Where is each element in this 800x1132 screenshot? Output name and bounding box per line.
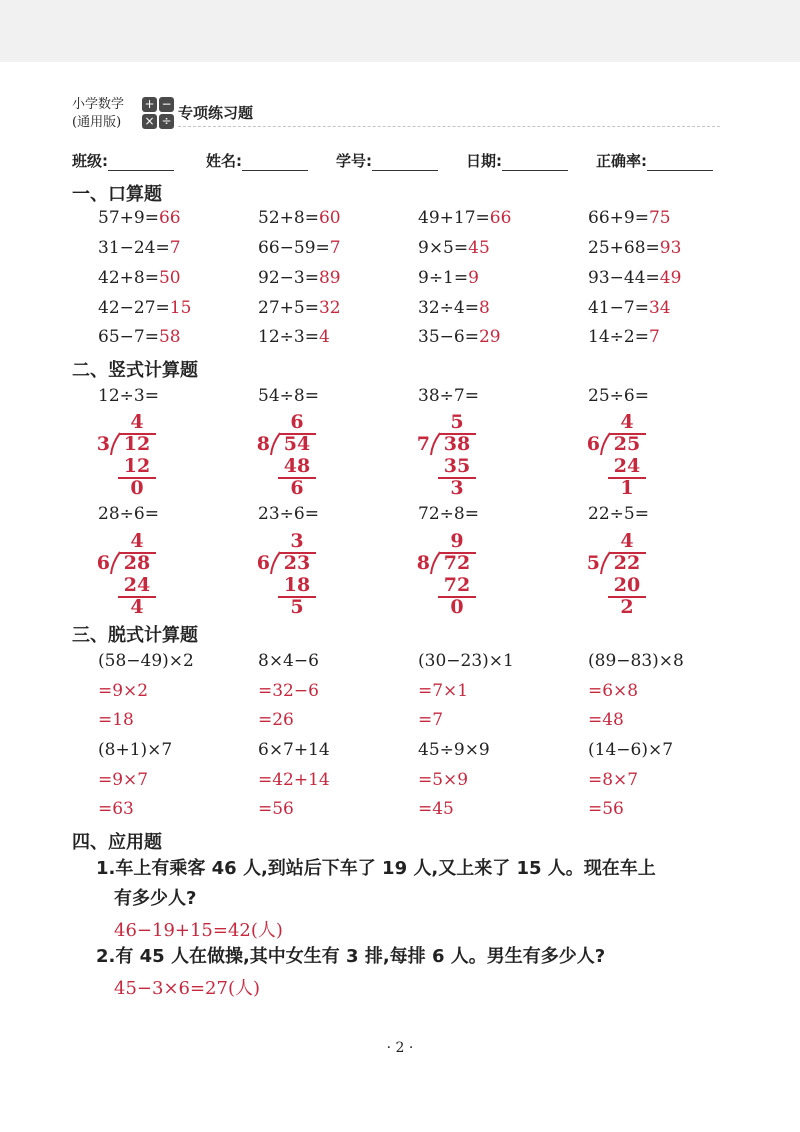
stepwise-step: =5×9 [418,770,469,790]
section-vertical-calc-title: 二、竖式计算题 [72,360,198,381]
stepwise-result: =56 [258,799,294,819]
vertical-question: 12÷3= [98,386,159,406]
product: 24 [123,574,151,596]
oral-item [98,326,181,348]
vertical-question: 38÷7= [418,386,479,406]
divisor: 3 [96,433,110,455]
top-shade-band [0,0,800,62]
oral-item [418,267,479,289]
brand-line-1: 小学数学 [72,97,125,112]
answer: 34 [648,298,671,318]
answer: 8 [478,298,490,318]
answer: 7 [169,238,181,258]
header-divider [178,126,720,127]
long-division [586,530,666,630]
brand-line-2: (通用版) [72,115,122,130]
quotient: 4 [130,411,144,433]
worksheet-title: 专项练习题 [178,104,254,122]
question: 35−6= [418,327,479,347]
product: 18 [283,574,311,596]
long-division [256,530,336,630]
oral-item [418,237,490,259]
oral-item [418,326,501,348]
oral-item [258,267,341,289]
remainder: 6 [290,477,304,499]
stepwise-step: =6×8 [588,681,639,701]
accuracy-label: 正确率: [596,152,647,170]
student-info-row [72,150,732,174]
remainder: 4 [130,596,144,618]
date-blank[interactable] [502,152,568,171]
remainder: 5 [290,596,304,618]
question: 66+9= [588,208,649,228]
answer: 66 [489,208,512,228]
answer: 32 [318,298,341,318]
stepwise-step: =9×2 [98,681,149,701]
stepwise-question: 6×7+14 [258,740,330,760]
oral-item [98,207,181,229]
oral-item [258,237,341,259]
multiply-icon: × [142,114,157,129]
plus-icon: + [142,97,157,112]
stepwise-result: =18 [98,710,134,730]
quotient: 4 [130,530,144,552]
class-blank[interactable] [108,152,174,171]
quotient: 3 [290,530,304,552]
word-problem-1-answer: 46−19+15=42(人) [114,920,283,941]
question: 52+8= [258,208,319,228]
answer: 7 [648,327,660,347]
product: 35 [443,455,471,477]
stepwise-result: =7 [418,710,444,730]
product: 20 [613,574,641,596]
answer: 4 [318,327,330,347]
dividend: 54 [283,433,311,455]
oral-item [98,237,181,259]
vertical-question: 54÷8= [258,386,319,406]
divisor: 6 [256,552,270,574]
dividend: 22 [613,552,641,574]
quotient: 9 [450,530,464,552]
stepwise-result: =48 [588,710,624,730]
stepwise-question: 8×4−6 [258,651,319,671]
word-problem-1-line-2: 有多少人? [114,888,197,909]
divide-icon: ÷ [159,114,174,129]
answer: 93 [659,238,682,258]
quotient: 5 [450,411,464,433]
remainder: 1 [620,477,634,499]
answer: 66 [158,208,181,228]
long-division [256,411,336,511]
stepwise-step: =8×7 [588,770,639,790]
divisor: 7 [416,433,430,455]
section-word-problems-title: 四、应用题 [72,832,162,853]
name-label: 姓名: [206,152,242,170]
stepwise-question: (8+1)×7 [98,740,173,760]
vertical-question: 25÷6= [588,386,649,406]
answer: 49 [659,268,682,288]
brand-label [72,96,142,132]
long-division [416,530,496,630]
divisor: 8 [256,433,270,455]
accuracy-blank[interactable] [647,152,713,171]
question: 32÷4= [418,298,479,318]
long-division [586,411,666,511]
oral-item [588,237,681,259]
stepwise-result: =56 [588,799,624,819]
vertical-question: 72÷8= [418,504,479,524]
answer: 45 [468,238,490,258]
stepwise-question: (30−23)×1 [418,651,514,671]
word-problem-2-line-1: 2.有 45 人在做操,其中女生有 3 排,每排 6 人。男生有多少人? [96,946,606,967]
quotient: 4 [620,530,634,552]
stepwise-question: (14−6)×7 [588,740,674,760]
oral-item [418,207,511,229]
remainder: 0 [450,596,464,618]
oral-item [258,326,330,348]
answer: 60 [318,208,341,228]
long-division [96,530,176,630]
oral-item [588,207,671,229]
question: 25+68= [588,238,660,258]
stepwise-question: (89−83)×8 [588,651,684,671]
question: 12÷3= [258,327,319,347]
remainder: 2 [620,596,634,618]
dividend: 72 [443,552,471,574]
question: 31−24= [98,238,170,258]
date-label: 日期: [466,152,502,170]
question: 42−27= [98,298,170,318]
oral-item [588,297,671,319]
oral-item [258,207,341,229]
stepwise-question: 45÷9×9 [418,740,490,760]
divisor: 5 [586,552,600,574]
stepwise-step: =7×1 [418,681,469,701]
remainder: 3 [450,477,464,499]
stepwise-step: =9×7 [98,770,149,790]
name-blank[interactable] [242,152,308,171]
question: 49+17= [418,208,490,228]
question: 42+8= [98,268,159,288]
oral-item [258,297,341,319]
stepwise-question: (58−49)×2 [98,651,194,671]
vertical-question: 23÷6= [258,504,319,524]
math-operators-logo [142,97,176,131]
question: 65−7= [98,327,159,347]
question: 57+9= [98,208,159,228]
student-id-field [336,150,438,171]
stepwise-result: =45 [418,799,454,819]
long-division [416,411,496,511]
dividend: 25 [613,433,641,455]
dividend: 28 [123,552,151,574]
vertical-question: 28÷6= [98,504,159,524]
word-problem-1-line-1: 1.车上有乘客 46 人,到站后下车了 19 人,又上来了 15 人。现在车上 [96,858,656,879]
student-id-blank[interactable] [372,152,438,171]
question: 41−7= [588,298,649,318]
question: 14÷2= [588,327,649,347]
answer: 7 [329,238,341,258]
section-oral-calc-title: 一、口算题 [72,184,162,205]
divisor: 8 [416,552,430,574]
class-field [72,150,174,171]
product: 48 [283,455,311,477]
question: 27+5= [258,298,319,318]
answer: 89 [318,268,341,288]
oral-item [98,297,191,319]
stepwise-step: =32−6 [258,681,319,701]
question: 9×5= [418,238,469,258]
question: 9÷1= [418,268,469,288]
quotient: 4 [620,411,634,433]
answer: 29 [478,327,501,347]
divisor: 6 [586,433,600,455]
stepwise-result: =26 [258,710,294,730]
oral-item [418,297,490,319]
dividend: 38 [443,433,471,455]
long-division [96,411,176,511]
stepwise-result: =63 [98,799,134,819]
answer: 50 [158,268,181,288]
remainder: 0 [130,477,144,499]
dividend: 12 [123,433,151,455]
oral-item [588,326,660,348]
divisor: 6 [96,552,110,574]
stepwise-step: =42+14 [258,770,330,790]
worksheet-header [72,96,720,132]
class-label: 班级: [72,152,108,170]
answer: 75 [648,208,671,228]
accuracy-field [596,150,713,171]
answer: 15 [169,298,192,318]
minus-icon: − [159,97,174,112]
name-field [206,150,308,171]
product: 24 [613,455,641,477]
question: 66−59= [258,238,330,258]
question: 93−44= [588,268,660,288]
product: 72 [443,574,471,596]
page-number: · 2 · [386,1040,414,1056]
student-id-label: 学号: [336,152,372,170]
quotient: 6 [290,411,304,433]
dividend: 23 [283,552,311,574]
vertical-question: 22÷5= [588,504,649,524]
product: 12 [123,455,151,477]
oral-item [588,267,681,289]
answer: 58 [158,327,181,347]
date-field [466,150,568,171]
question: 92−3= [258,268,319,288]
section-stepwise-calc-title: 三、脱式计算题 [72,625,198,646]
word-problem-2-answer: 45−3×6=27(人) [114,978,261,999]
oral-item [98,267,181,289]
answer: 9 [468,268,479,288]
